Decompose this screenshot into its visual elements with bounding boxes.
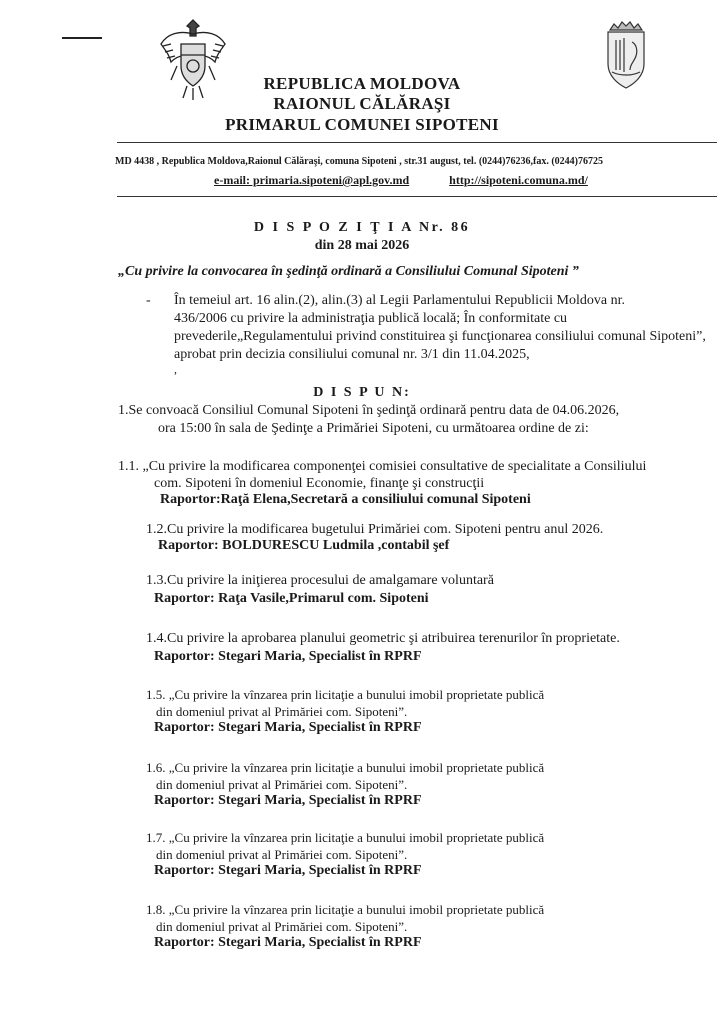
convocation-line: ora 15:00 în sala de Şedinţe a Primăriei Sipoteni, cu următoarea ordine de zi: (158, 421, 589, 436)
agenda-line: din domeniul privat al Primăriei com. Sipoteni”. (156, 704, 408, 719)
agenda-line: 1.1. „Cu privire la modificarea componenţei comisiei consultative de specialitate a Consiliului (118, 459, 647, 474)
document-title: D I S P O Z I Ţ I A Nr. 86 (253, 220, 471, 235)
agenda-raportor-1-8: Raportor: Stegari Maria, Specialist în RPRF (154, 935, 422, 950)
agenda-item-1-7 (146, 829, 544, 863)
agenda-line: 1.4.Cu privire la aprobarea planului geometric şi atribuirea terenurilor în proprietate. (146, 631, 620, 646)
contact-links (214, 173, 588, 188)
agenda-item-1-4 (146, 630, 620, 647)
agenda-item-1-1 (118, 458, 646, 492)
basis-dash: - (146, 293, 151, 308)
agenda-raportor-1-1: Raportor:Raţă Elena,Secretară a consiliului comunal Sipoteni (160, 492, 531, 507)
agenda-line: 1.6. „Cu privire la vînzarea prin licitaţie a bunului imobil proprietate publică (146, 760, 545, 775)
basis-line: aprobat prin decizia consiliului comunal nr. 3/1 din 11.04.2025, (174, 347, 530, 362)
header-republic: REPUBLICA MOLDOVA (263, 74, 461, 93)
agenda-line: 1.3.Cu privire la iniţierea procesului de amalgamare voluntară (146, 573, 494, 588)
agenda-line: com. Sipoteni în domeniul Economie, finanţe şi construcţii (154, 476, 485, 491)
basis-line: prevederile„Regulamentului privind constituirea şi funcţionarea consiliului comunal Sipoteni”, (174, 329, 706, 344)
agenda-raportor-1-4: Raportor: Stegari Maria, Specialist în RPRF (154, 649, 422, 664)
agenda-line: din domeniul privat al Primăriei com. Sipoteni”. (156, 777, 408, 792)
header-raion: RAIONUL CĂLĂRAŞI (273, 94, 451, 113)
legal-basis (174, 292, 706, 364)
agenda-line: 1.2.Cu privire la modificarea bugetului Primăriei com. Sipoteni pentru anul 2026. (146, 522, 604, 537)
basis-line: 436/2006 cu privire la administraţia publică locală; În conformitate cu (174, 311, 568, 326)
agenda-line: din domeniul privat al Primăriei com. Sipoteni”. (156, 847, 408, 862)
agenda-raportor-1-2: Raportor: BOLDURESCU Ludmila ,contabil şef (158, 538, 450, 553)
document-date: din 28 mai 2026 (314, 238, 410, 253)
contact-rule (117, 196, 717, 197)
corner-mark (62, 37, 102, 39)
contact-address: MD 4438 , Republica Moldova,Raionul Călăraşi, comuna Sipoteni , str.31 august, tel. (0244)76236,fax. (0244)76725 (115, 156, 603, 167)
document-subject: „Cu privire la convocarea în şedinţă ordinară a Consiliului Comunal Sipoteni ” (118, 264, 579, 279)
basis-comma: , (174, 362, 177, 376)
dispun-heading: D I S P U N: (313, 385, 411, 400)
basis-line: În temeiul art. 16 alin.(2), alin.(3) al Legii Parlamentului Republicii Moldova nr. (174, 293, 626, 308)
convocation-line: 1.Se convoacă Consiliul Comunal Sipoteni în şedinţă ordinară pentru data de 04.06.2026, (118, 403, 620, 418)
agenda-item-1-6 (146, 759, 544, 793)
agenda-raportor-1-5: Raportor: Stegari Maria, Specialist în RPRF (154, 720, 422, 735)
agenda-line: 1.8. „Cu privire la vînzarea prin licitaţie a bunului imobil proprietate publică (146, 902, 545, 917)
agenda-raportor-1-7: Raportor: Stegari Maria, Specialist în RPRF (154, 863, 422, 878)
agenda-line: 1.7. „Cu privire la vînzarea prin licitaţie a bunului imobil proprietate publică (146, 830, 545, 845)
agenda-raportor-1-3: Raportor: Raţa Vasile,Primarul com. Sipoteni (154, 591, 429, 606)
website-link[interactable]: http://sipoteni.comuna.md/ (449, 173, 588, 187)
agenda-item-1-2 (146, 521, 603, 538)
agenda-item-1-8 (146, 901, 544, 935)
agenda-line: 1.5. „Cu privire la vînzarea prin licitaţie a bunului imobil proprietate publică (146, 687, 545, 702)
convocation-paragraph (118, 402, 678, 438)
header-rule (117, 142, 717, 143)
email-link[interactable]: e-mail: primaria.sipoteni@apl.gov.md (214, 173, 410, 187)
header-primar: PRIMARUL COMUNEI SIPOTENI (225, 115, 499, 134)
agenda-raportor-1-6: Raportor: Stegari Maria, Specialist în RPRF (154, 793, 422, 808)
agenda-item-1-3 (146, 572, 494, 589)
agenda-line: din domeniul privat al Primăriei com. Sipoteni”. (156, 919, 408, 934)
agenda-item-1-5 (146, 686, 544, 720)
